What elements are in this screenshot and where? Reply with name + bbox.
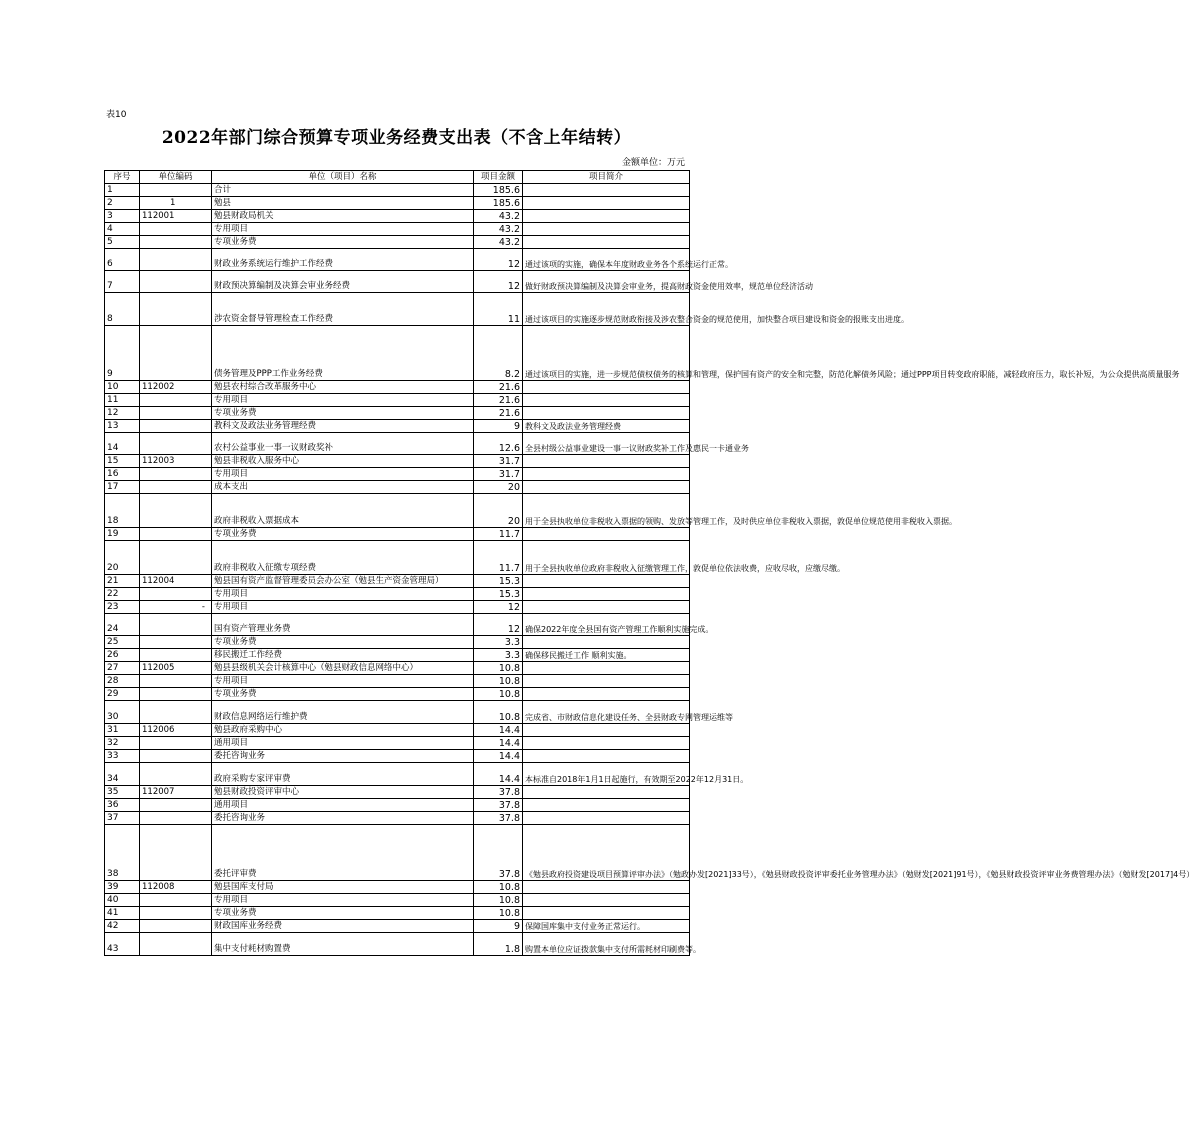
row-amount-cell: 10.8 xyxy=(474,675,523,688)
amount-unit-label: 金额单位：万元 xyxy=(621,158,685,168)
row-unit-code-cell: - xyxy=(140,601,212,614)
row-description-cell xyxy=(523,737,690,750)
row-seq-cell: 38 xyxy=(105,825,140,881)
row-seq-cell: 33 xyxy=(105,750,140,763)
row-seq-cell: 5 xyxy=(105,236,140,249)
table-row xyxy=(105,636,690,649)
row-seq-cell: 13 xyxy=(105,420,140,433)
row-unit-code-cell: 112002 xyxy=(140,381,212,394)
table-row xyxy=(105,933,690,956)
row-unit-name-cell: 政府非税收入征缴专项经费 xyxy=(212,541,474,575)
header-seq: 序号 xyxy=(105,171,140,184)
row-amount-cell: 12 xyxy=(474,614,523,636)
row-unit-code-cell xyxy=(140,433,212,455)
row-amount-cell: 37.8 xyxy=(474,786,523,799)
row-amount-cell: 12 xyxy=(474,249,523,271)
header-amount: 项目金额 xyxy=(474,171,523,184)
table-row xyxy=(105,541,690,575)
row-unit-code-cell: 112003 xyxy=(140,455,212,468)
row-unit-code-cell xyxy=(140,894,212,907)
row-amount-cell: 21.6 xyxy=(474,407,523,420)
row-description-cell: 用于全县执收单位非税收入票据的领购、发放等管理工作，及时供应单位非税收入票据，敦促单位规范使用非税收入票据。 xyxy=(523,494,690,528)
row-unit-code-cell xyxy=(140,825,212,881)
row-seq-cell: 30 xyxy=(105,701,140,724)
row-description-cell xyxy=(523,184,690,197)
row-amount-cell: 14.4 xyxy=(474,763,523,786)
table-row xyxy=(105,407,690,420)
row-unit-name-cell: 国有资产管理业务费 xyxy=(212,614,474,636)
table-row xyxy=(105,614,690,636)
table-row xyxy=(105,249,690,271)
row-amount-cell: 8.2 xyxy=(474,326,523,381)
row-description-cell: 全县村级公益事业建设一事一议财政奖补工作及惠民一卡通业务 xyxy=(523,433,690,455)
row-unit-code-cell xyxy=(140,528,212,541)
table-row xyxy=(105,799,690,812)
row-description-cell xyxy=(523,750,690,763)
row-seq-cell: 2 xyxy=(105,197,140,210)
row-unit-code-cell xyxy=(140,184,212,197)
row-seq-cell: 39 xyxy=(105,881,140,894)
row-amount-cell: 37.8 xyxy=(474,812,523,825)
row-amount-cell: 21.6 xyxy=(474,381,523,394)
row-unit-code-cell: 112005 xyxy=(140,662,212,675)
row-description-cell: 教科文及政法业务管理经费 xyxy=(523,420,690,433)
row-description-cell xyxy=(523,786,690,799)
row-seq-cell: 1 xyxy=(105,184,140,197)
row-seq-cell: 35 xyxy=(105,786,140,799)
row-unit-code-cell xyxy=(140,326,212,381)
row-amount-cell: 37.8 xyxy=(474,799,523,812)
row-unit-code-cell xyxy=(140,394,212,407)
row-description-cell: 本标准自2018年1月1日起施行，有效期至2022年12月31日。 xyxy=(523,763,690,786)
row-unit-code-cell xyxy=(140,920,212,933)
row-seq-cell: 43 xyxy=(105,933,140,956)
row-amount-cell: 10.8 xyxy=(474,701,523,724)
row-unit-name-cell: 债务管理及PPP工作业务经费 xyxy=(212,326,474,381)
row-unit-name-cell: 移民搬迁工作经费 xyxy=(212,649,474,662)
row-amount-cell: 9 xyxy=(474,420,523,433)
row-unit-name-cell: 勉县国有资产监督管理委员会办公室（勉县生产资金管理局） xyxy=(212,575,474,588)
row-description-cell: 完成省、市财政信息化建设任务、全县财政专网管理运维等 xyxy=(523,701,690,724)
row-unit-name-cell: 专项业务费 xyxy=(212,688,474,701)
row-unit-name-cell: 政府采购专家评审费 xyxy=(212,763,474,786)
row-unit-code-cell xyxy=(140,763,212,786)
row-unit-code-cell xyxy=(140,249,212,271)
row-amount-cell: 9 xyxy=(474,920,523,933)
header-unit-code: 单位编码 xyxy=(140,171,212,184)
row-seq-cell: 6 xyxy=(105,249,140,271)
row-seq-cell: 27 xyxy=(105,662,140,675)
table-row xyxy=(105,750,690,763)
row-seq-cell: 15 xyxy=(105,455,140,468)
table-row xyxy=(105,481,690,494)
table-row xyxy=(105,649,690,662)
row-description-cell: 保障国库集中支付业务正常运行。 xyxy=(523,920,690,933)
row-description-cell xyxy=(523,197,690,210)
row-seq-cell: 24 xyxy=(105,614,140,636)
row-description-cell xyxy=(523,407,690,420)
row-amount-cell: 21.6 xyxy=(474,394,523,407)
row-description-cell xyxy=(523,812,690,825)
row-description-cell: 确保2022年度全县国有资产管理工作顺利实施完成。 xyxy=(523,614,690,636)
table-row xyxy=(105,662,690,675)
row-seq-cell: 17 xyxy=(105,481,140,494)
row-amount-cell: 31.7 xyxy=(474,455,523,468)
row-unit-name-cell: 合计 xyxy=(212,184,474,197)
row-unit-name-cell: 勉县财政局机关 xyxy=(212,210,474,223)
header-description: 项目简介 xyxy=(523,171,690,184)
row-description-cell xyxy=(523,675,690,688)
row-unit-name-cell: 专用项目 xyxy=(212,223,474,236)
row-description-cell xyxy=(523,881,690,894)
row-seq-cell: 37 xyxy=(105,812,140,825)
row-description-cell xyxy=(523,575,690,588)
row-unit-code-cell: 112006 xyxy=(140,724,212,737)
row-unit-name-cell: 勉县财政投资评审中心 xyxy=(212,786,474,799)
row-unit-name-cell: 专项业务费 xyxy=(212,636,474,649)
table-row xyxy=(105,724,690,737)
row-unit-name-cell: 财政信息网络运行维护费 xyxy=(212,701,474,724)
row-seq-cell: 7 xyxy=(105,271,140,293)
row-unit-name-cell: 涉农资金督导管理检查工作经费 xyxy=(212,293,474,326)
row-amount-cell: 185.6 xyxy=(474,197,523,210)
row-unit-name-cell: 成本支出 xyxy=(212,481,474,494)
row-amount-cell: 3.3 xyxy=(474,649,523,662)
row-seq-cell: 3 xyxy=(105,210,140,223)
row-description-cell xyxy=(523,394,690,407)
row-unit-code-cell: 112007 xyxy=(140,786,212,799)
row-description-cell xyxy=(523,636,690,649)
row-seq-cell: 36 xyxy=(105,799,140,812)
row-unit-name-cell: 专用项目 xyxy=(212,894,474,907)
row-unit-name-cell: 财政预决算编制及决算会审业务经费 xyxy=(212,271,474,293)
table-row xyxy=(105,528,690,541)
table-row xyxy=(105,293,690,326)
row-unit-name-cell: 专用项目 xyxy=(212,588,474,601)
row-seq-cell: 21 xyxy=(105,575,140,588)
row-seq-cell: 28 xyxy=(105,675,140,688)
row-unit-code-cell xyxy=(140,636,212,649)
row-unit-name-cell: 勉县 xyxy=(212,197,474,210)
row-seq-cell: 29 xyxy=(105,688,140,701)
row-description-cell xyxy=(523,210,690,223)
row-seq-cell: 18 xyxy=(105,494,140,528)
table-row xyxy=(105,468,690,481)
row-description-cell xyxy=(523,223,690,236)
table-row xyxy=(105,210,690,223)
table-row xyxy=(105,455,690,468)
table-header-row xyxy=(105,171,690,184)
row-description-cell xyxy=(523,481,690,494)
table-row xyxy=(105,588,690,601)
row-seq-cell: 20 xyxy=(105,541,140,575)
row-seq-cell: 4 xyxy=(105,223,140,236)
row-unit-name-cell: 通用项目 xyxy=(212,737,474,750)
row-unit-name-cell: 财政业务系统运行维护工作经费 xyxy=(212,249,474,271)
row-seq-cell: 23 xyxy=(105,601,140,614)
row-unit-code-cell xyxy=(140,907,212,920)
table-row xyxy=(105,381,690,394)
row-description-cell xyxy=(523,688,690,701)
row-amount-cell: 3.3 xyxy=(474,636,523,649)
row-seq-cell: 10 xyxy=(105,381,140,394)
table-row xyxy=(105,420,690,433)
table-row xyxy=(105,197,690,210)
row-unit-code-cell xyxy=(140,614,212,636)
row-unit-name-cell: 通用项目 xyxy=(212,799,474,812)
table-row xyxy=(105,494,690,528)
row-seq-cell: 32 xyxy=(105,737,140,750)
row-description-cell xyxy=(523,528,690,541)
table-row xyxy=(105,907,690,920)
row-seq-cell: 16 xyxy=(105,468,140,481)
row-description-cell: 确保移民搬迁工作 顺利实施。 xyxy=(523,649,690,662)
table-row xyxy=(105,881,690,894)
table-row xyxy=(105,601,690,614)
row-amount-cell: 43.2 xyxy=(474,236,523,249)
row-amount-cell: 20 xyxy=(474,494,523,528)
row-amount-cell: 185.6 xyxy=(474,184,523,197)
expenditure-table xyxy=(104,170,1194,956)
table-row xyxy=(105,326,690,381)
row-description-cell: 通过该项目的实施逐步规范财政衔接及涉农整合资金的规范使用，加快整合项目建设和资金的报账支出进度。 xyxy=(523,293,690,326)
row-unit-name-cell: 勉县国库支付局 xyxy=(212,881,474,894)
row-unit-code-cell xyxy=(140,481,212,494)
row-amount-cell: 10.8 xyxy=(474,894,523,907)
row-unit-code-cell xyxy=(140,701,212,724)
row-seq-cell: 11 xyxy=(105,394,140,407)
row-description-cell xyxy=(523,894,690,907)
row-unit-code-cell: 112001 xyxy=(140,210,212,223)
row-seq-cell: 19 xyxy=(105,528,140,541)
table-row xyxy=(105,675,690,688)
table-row xyxy=(105,236,690,249)
table-row xyxy=(105,812,690,825)
row-unit-code-cell xyxy=(140,541,212,575)
row-unit-name-cell: 专项业务费 xyxy=(212,407,474,420)
row-unit-name-cell: 勉县非税收入服务中心 xyxy=(212,455,474,468)
page-title: 2022年部门综合预算专项业务经费支出表（不含上年结转） xyxy=(161,128,632,148)
row-seq-cell: 9 xyxy=(105,326,140,381)
row-amount-cell: 12 xyxy=(474,271,523,293)
row-unit-name-cell: 专用项目 xyxy=(212,468,474,481)
row-amount-cell: 1.8 xyxy=(474,933,523,956)
row-unit-code-cell: 112004 xyxy=(140,575,212,588)
row-unit-code-cell xyxy=(140,750,212,763)
row-unit-name-cell: 勉县农村综合改革服务中心 xyxy=(212,381,474,394)
table-row xyxy=(105,894,690,907)
row-unit-code-cell xyxy=(140,293,212,326)
row-unit-code-cell xyxy=(140,468,212,481)
table-row xyxy=(105,433,690,455)
table-number-label: 表10 xyxy=(106,110,127,120)
row-description-cell: 购置本单位应证拨款集中支付所需耗材印刷费等。 xyxy=(523,933,690,956)
row-unit-code-cell xyxy=(140,494,212,528)
row-description-cell xyxy=(523,381,690,394)
row-unit-code-cell xyxy=(140,675,212,688)
row-unit-code-cell xyxy=(140,688,212,701)
row-unit-code-cell xyxy=(140,236,212,249)
row-amount-cell: 10.8 xyxy=(474,907,523,920)
row-unit-code-cell xyxy=(140,812,212,825)
row-seq-cell: 34 xyxy=(105,763,140,786)
row-description-cell: 通过该项的实施，确保本年度财政业务各个系统运行正常。 xyxy=(523,249,690,271)
row-seq-cell: 14 xyxy=(105,433,140,455)
row-description-cell: 通过该项目的实施，进一步规范债权债务的核算和管理，保护国有资产的安全和完整，防范化解债务风险；通过PPP项目转变政府职能，减轻政府压力，取长补短，为公众提供高质量服务 xyxy=(523,326,690,381)
row-unit-name-cell: 教科文及政法业务管理经费 xyxy=(212,420,474,433)
row-description-cell xyxy=(523,799,690,812)
row-amount-cell: 14.4 xyxy=(474,724,523,737)
table-row xyxy=(105,737,690,750)
row-amount-cell: 12.6 xyxy=(474,433,523,455)
row-description-cell xyxy=(523,907,690,920)
row-description-cell: 《勉县政府投资建设项目预算评审办法》（勉政办发[2021]33号），《勉县财政投资评审委托业务管理办法》（勉财发[2021]91号），《勉县财政投资评审业务费管理办法》（勉财发[2017]4号） xyxy=(523,825,690,881)
row-amount-cell: 10.8 xyxy=(474,688,523,701)
row-amount-cell: 31.7 xyxy=(474,468,523,481)
row-unit-code-cell xyxy=(140,799,212,812)
row-amount-cell: 11.7 xyxy=(474,541,523,575)
row-unit-name-cell: 农村公益事业一事一议财政奖补 xyxy=(212,433,474,455)
row-unit-code-cell xyxy=(140,649,212,662)
row-unit-name-cell: 专项业务费 xyxy=(212,528,474,541)
row-unit-code-cell xyxy=(140,933,212,956)
row-description-cell: 用于全县执收单位政府非税收入征缴管理工作，敦促单位依法收费，应收尽收，应缴尽缴。 xyxy=(523,541,690,575)
row-unit-name-cell: 委托咨询业务 xyxy=(212,812,474,825)
row-unit-code-cell xyxy=(140,588,212,601)
row-unit-code-cell xyxy=(140,407,212,420)
row-description-cell xyxy=(523,468,690,481)
row-description-cell xyxy=(523,662,690,675)
row-description-cell xyxy=(523,588,690,601)
row-unit-code-cell xyxy=(140,271,212,293)
row-amount-cell: 11 xyxy=(474,293,523,326)
row-unit-name-cell: 专项业务费 xyxy=(212,236,474,249)
row-unit-name-cell: 财政国库业务经费 xyxy=(212,920,474,933)
row-description-cell: 做好财政预决算编制及决算会审业务，提高财政资金使用效率，规范单位经济活动 xyxy=(523,271,690,293)
row-seq-cell: 12 xyxy=(105,407,140,420)
table-row xyxy=(105,223,690,236)
table-row xyxy=(105,701,690,724)
row-seq-cell: 22 xyxy=(105,588,140,601)
table-row xyxy=(105,786,690,799)
row-unit-name-cell: 专项业务费 xyxy=(212,907,474,920)
row-unit-name-cell: 勉县县级机关会计核算中心（勉县财政信息网络中心） xyxy=(212,662,474,675)
table-row xyxy=(105,184,690,197)
row-unit-code-cell: 112008 xyxy=(140,881,212,894)
row-amount-cell: 12 xyxy=(474,601,523,614)
row-unit-name-cell: 委托评审费 xyxy=(212,825,474,881)
row-unit-name-cell: 委托咨询业务 xyxy=(212,750,474,763)
row-description-cell xyxy=(523,724,690,737)
row-amount-cell: 43.2 xyxy=(474,210,523,223)
row-unit-code-cell xyxy=(140,737,212,750)
row-amount-cell: 15.3 xyxy=(474,575,523,588)
row-seq-cell: 31 xyxy=(105,724,140,737)
row-unit-name-cell: 勉县政府采购中心 xyxy=(212,724,474,737)
row-unit-name-cell: 政府非税收入票据成本 xyxy=(212,494,474,528)
row-description-cell xyxy=(523,455,690,468)
table-row xyxy=(105,688,690,701)
table-row xyxy=(105,920,690,933)
row-unit-code-cell: 1 xyxy=(140,197,212,210)
header-unit-name: 单位（项目）名称 xyxy=(212,171,474,184)
row-description-cell xyxy=(523,236,690,249)
row-unit-code-cell xyxy=(140,420,212,433)
row-amount-cell: 10.8 xyxy=(474,662,523,675)
table-row xyxy=(105,763,690,786)
table-row xyxy=(105,271,690,293)
row-seq-cell: 40 xyxy=(105,894,140,907)
row-seq-cell: 26 xyxy=(105,649,140,662)
row-amount-cell: 37.8 xyxy=(474,825,523,881)
row-amount-cell: 14.4 xyxy=(474,737,523,750)
row-unit-name-cell: 专用项目 xyxy=(212,675,474,688)
row-amount-cell: 15.3 xyxy=(474,588,523,601)
row-unit-name-cell: 集中支付耗材购置费 xyxy=(212,933,474,956)
table-row xyxy=(105,575,690,588)
row-seq-cell: 41 xyxy=(105,907,140,920)
row-amount-cell: 14.4 xyxy=(474,750,523,763)
row-amount-cell: 10.8 xyxy=(474,881,523,894)
row-description-cell xyxy=(523,601,690,614)
row-amount-cell: 43.2 xyxy=(474,223,523,236)
row-seq-cell: 25 xyxy=(105,636,140,649)
table-row xyxy=(105,394,690,407)
row-amount-cell: 11.7 xyxy=(474,528,523,541)
row-seq-cell: 8 xyxy=(105,293,140,326)
row-seq-cell: 42 xyxy=(105,920,140,933)
row-unit-name-cell: 专用项目 xyxy=(212,394,474,407)
row-unit-code-cell xyxy=(140,223,212,236)
row-unit-name-cell: 专用项目 xyxy=(212,601,474,614)
row-amount-cell: 20 xyxy=(474,481,523,494)
table-row xyxy=(105,825,690,881)
